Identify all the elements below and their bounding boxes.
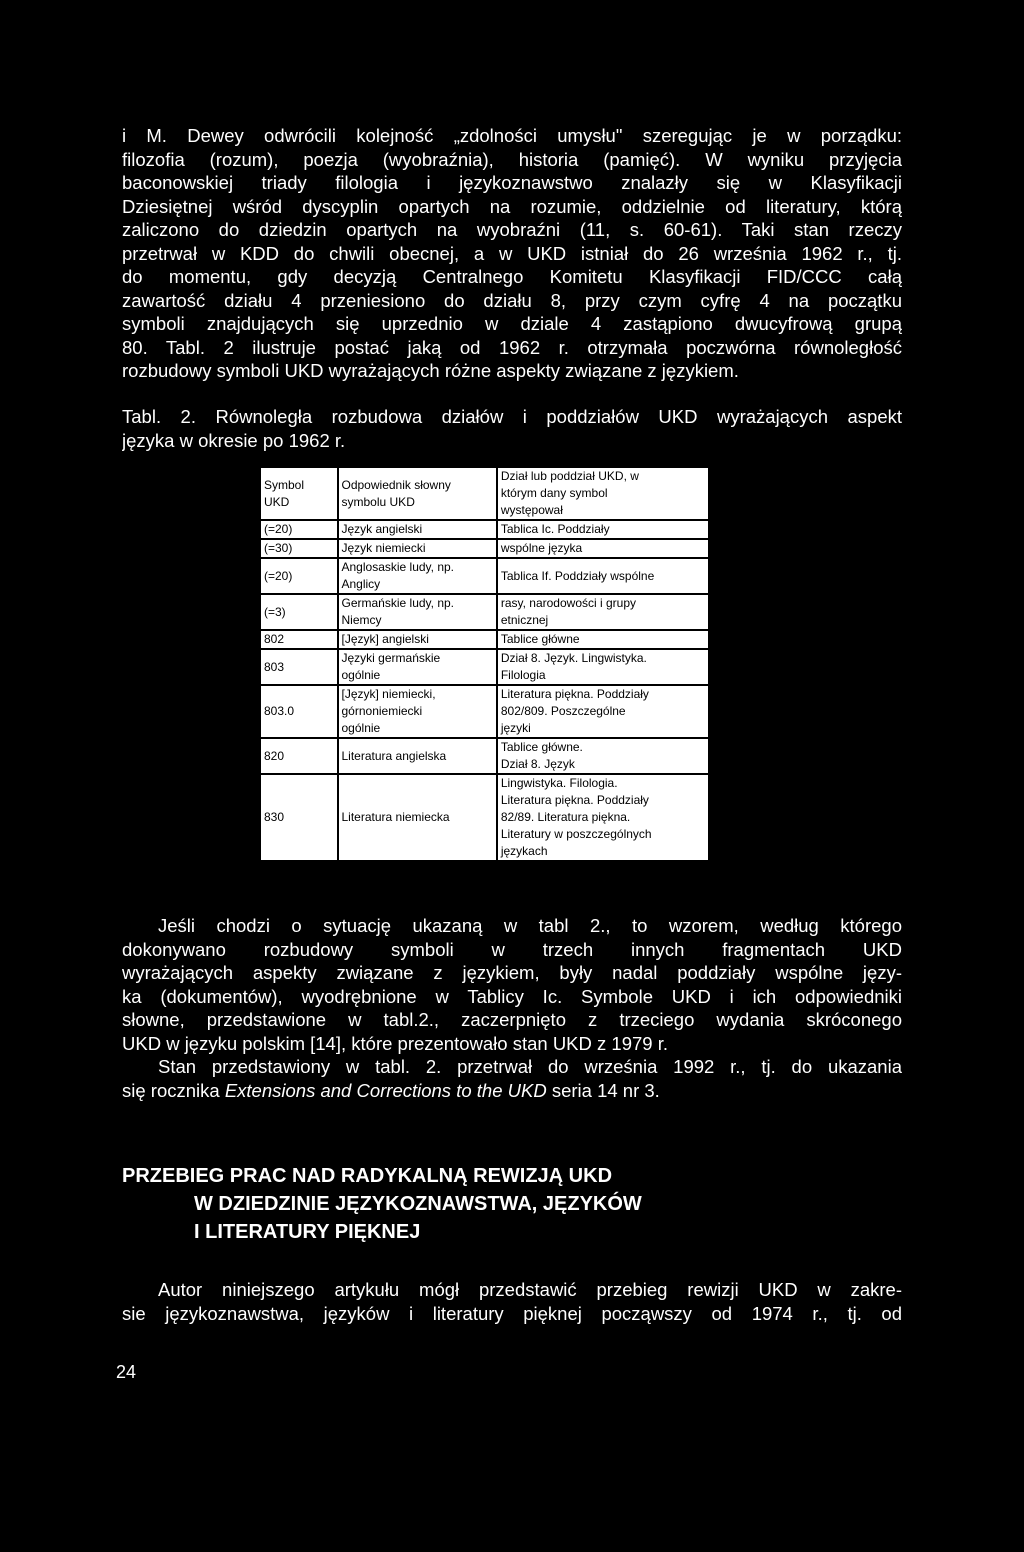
cell-line: symbolu UKD [341,494,415,509]
cell-division [497,649,709,685]
cell-line: [Język] niemiecki, [341,687,436,701]
cell-line: Odpowiednik słowny [341,477,451,492]
cell-division [497,685,709,738]
text-line: 80. Tabl. 2 ilustruje postać jaką od 1962 r. otrzymała poczwórna równoległość [122,336,902,358]
cell-line: występował [500,503,563,517]
header-cell-division [497,467,709,520]
table-row [260,685,709,738]
table-row [260,630,709,649]
heading-line: I LITERATURY PIĘKNEJ [194,1221,421,1243]
cell-symbol [260,738,338,774]
cell-line: Literatura piękna. Poddziały [500,687,649,701]
table-row [260,649,709,685]
cell-line: Język niemiecki [341,541,426,555]
cell-line: 82/89. Literatura piękna. [500,810,631,824]
text-line: dokonywano rozbudowy symboli w trzech innych fragmentach UKD [122,938,902,960]
cell-line: rasy, narodowości i grupy [500,596,637,610]
cell-line: Tablice główne [500,632,580,646]
text-line: Jeśli chodzi o sytuację ukazaną w tabl 2., to wzorem, według którego [158,915,902,936]
cell-equivalent [338,558,497,594]
text-line: rozbudowy symboli UKD wyrażających różne aspekty związane z językiem. [122,360,739,381]
section-paragraph [122,1278,902,1325]
cell-symbol [260,630,338,649]
cell-equivalent [338,539,497,558]
table-row [260,539,709,558]
cell-line: którym dany symbol [500,486,608,500]
table-header-row [260,467,709,520]
cell-line: Dział 8. Język [500,757,575,771]
text-line: do momentu, gdy decyzją Centralnego Komitetu Klasyfikacji FID/CCC całą [122,266,902,287]
cell-line: ogólnie [341,721,381,735]
page-number: 24 [116,1362,137,1382]
cell-line: (=3) [264,604,286,619]
cell-symbol [260,685,338,738]
text-line: sie językoznawstwa, języków i literatury pięknej począwszy od 1974 r., tj. od [122,1302,902,1324]
cell-line: Dział lub poddział UKD, w [500,469,639,483]
cell-line: Lingwistyka. Filologia. [500,776,618,790]
cell-division [497,774,709,861]
cell-equivalent [338,738,497,774]
after-table-paragraph [122,914,902,1102]
cell-line: 830 [264,810,285,824]
table-caption [122,405,902,452]
cell-line: Germańskie ludy, np. [341,596,454,610]
cell-division [497,738,709,774]
cell-division [497,520,709,539]
header-cell-symbol [260,467,338,520]
cell-line: 802 [264,632,285,646]
cell-equivalent [338,594,497,630]
cell-line: Anglosaskie ludy, np. [341,560,455,574]
text-line: zaliczono do dziedzin opartych na wyobraźni (11, s. 60-61). Taki stan rzeczy [122,219,902,240]
text-line: przetrwał w KDD do chwili obecnej, a w UKD istniał do 26 września 1962 r., tj. [122,242,902,264]
cell-symbol [260,558,338,594]
text-line: wyrażających aspekty związane z językiem, były nadal poddziały wspólne języ- [122,962,902,983]
table-row [260,558,709,594]
cell-line: Literatura angielska [341,748,447,763]
section-heading [122,1162,902,1246]
intro-paragraph [122,124,902,383]
cell-line: Tablica Ic. Poddziały [500,522,610,536]
cell-division [497,630,709,649]
text-line: Stan przedstawiony w tabl. 2. przetrwał do września 1992 r., tj. do ukazania [158,1056,902,1077]
text-line: filozofia (rozum), poezja (wyobraźnia), historia (pamięć). W wyniku przyjęcia [122,148,902,170]
cell-line: Literatura niemiecka [341,810,450,824]
cell-line: Dział 8. Język. Lingwistyka. [500,651,647,665]
cell-line: 820 [264,748,285,763]
caption-line: Tabl. 2. Równoległa rozbudowa działów i poddziałów UKD wyrażających aspekt [122,406,902,427]
cell-line: górnoniemiecki [341,704,423,718]
cell-line: (=20) [264,568,293,583]
cell-line: Filologia [500,668,546,682]
table-row [260,738,709,774]
cell-line: Język angielski [341,522,423,536]
cell-line: Tablice główne. [500,740,583,754]
cell-line: Literatury w poszczególnych [500,827,652,841]
cell-line: ogólnie [341,668,381,682]
table-row [260,520,709,539]
publication-title: Extensions and Corrections to the UKD [224,1079,547,1101]
cell-line: etnicznej [500,613,549,627]
cell-line: Symbol [264,477,305,492]
cell-division [497,594,709,630]
ukd-table [259,466,710,862]
cell-line: Języki germańskie [341,651,441,665]
cell-symbol [260,649,338,685]
cell-division [497,558,709,594]
cell-line: 802/809. Poszczególne [500,704,626,718]
cell-equivalent [338,685,497,738]
cell-line: UKD [264,494,290,509]
text-line: UKD w języku polskim [14], które prezentowało stan UKD z 1979 r. [122,1032,668,1054]
text-line: zawartość działu 4 przeniesiono do działu 8, przy czym cyfrę 4 na początku [122,289,902,311]
heading-line: PRZEBIEG PRAC NAD RADYKALNĄ REWIZJĄ UKD [122,1165,613,1187]
text-line: symboli znajdujących się uprzednio w dziale 4 zastąpiono dwucyfrową grupą [122,313,902,334]
table-row [260,594,709,630]
cell-symbol [260,539,338,558]
cell-equivalent [338,774,497,861]
cell-symbol [260,774,338,861]
cell-line: Niemcy [341,613,382,627]
cell-line: [Język] angielski [341,632,429,646]
text-line: Autor niniejszego artykułu mógł przedstawić przebieg rewizji UKD w zakre- [158,1279,902,1300]
text-line: słowne, przedstawione w tabl.2., zaczerpnięto z trzeciego wydania skróconego [122,1009,902,1030]
text-segment: seria 14 nr 3. [546,1079,660,1101]
cell-line: wspólne języka [500,541,583,555]
text-line: ka (dokumentów), wyodrębnione w Tablicy Ic. Symbole UKD i ich odpowiedniki [122,985,902,1007]
text-line: Dziesiętnej wśród dyscyplin opartych na rozumie, oddzielnie od literatury, którą [122,195,902,217]
heading-line: W DZIEDZINIE JĘZYKOZNAWSTWA, JĘZYKÓW [194,1193,642,1215]
header-cell-equivalent [338,467,497,520]
cell-symbol [260,594,338,630]
cell-line: Anglicy [341,577,381,591]
cell-line: (=30) [264,541,293,555]
cell-symbol [260,520,338,539]
cell-line: 803.0 [264,704,295,718]
text-line [122,1079,902,1103]
cell-line: 803 [264,659,285,674]
text-line: i M. Dewey odwrócili kolejność „zdolności umysłu" szeregując je w porządku: [122,125,902,146]
cell-line: (=20) [264,522,293,536]
text-segment: się rocznika [122,1079,225,1101]
cell-equivalent [338,649,497,685]
text-line: baconowskiej triady filologia i językoznawstwo znalazły się w Klasyfikacji [122,172,902,193]
cell-equivalent [338,630,497,649]
cell-line: języki [500,721,531,735]
cell-line: językach [500,844,548,858]
cell-equivalent [338,520,497,539]
cell-division [497,539,709,558]
table-row [260,774,709,861]
cell-line: Tablica If. Poddziały wspólne [500,568,655,583]
cell-line: Literatura piękna. Poddziały [500,793,649,807]
caption-line: języka w okresie po 1962 r. [122,429,346,451]
